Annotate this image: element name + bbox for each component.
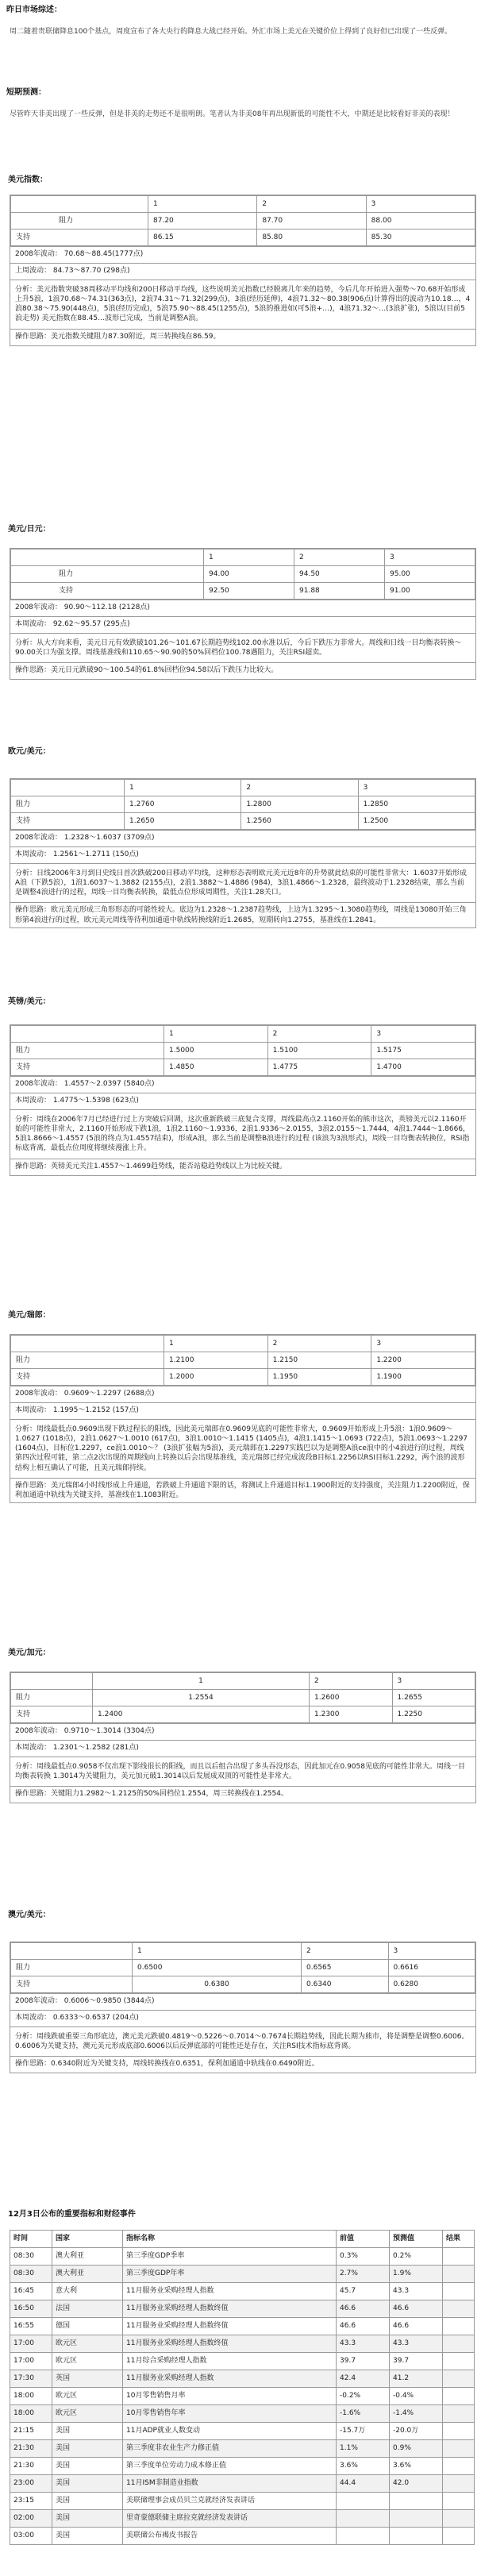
support-value: 1.2400 bbox=[93, 1706, 310, 1723]
resistance-label: 阻力 bbox=[11, 566, 204, 583]
support-value: 0.6380 bbox=[133, 1976, 302, 1993]
range-2008: 2008年波动： 1.4557～2.0397 (5840点) bbox=[10, 1076, 475, 1093]
cell-indicator: 第三季度非农业生产力修正值 bbox=[123, 2440, 337, 2458]
cell-country: 英国 bbox=[52, 2370, 123, 2388]
cell-forecast: 43.3 bbox=[390, 2283, 443, 2300]
cell-time: 17:00 bbox=[10, 2335, 52, 2353]
usd-cad-title: 美元/加元： bbox=[8, 1649, 51, 1657]
calendar-row bbox=[10, 2353, 475, 2370]
level-2: 2 bbox=[294, 550, 385, 566]
cell-time: 21:30 bbox=[10, 2458, 52, 2475]
header-country: 国家 bbox=[52, 2231, 123, 2248]
level-1: 1 bbox=[164, 1336, 268, 1352]
resistance-value: 1.2200 bbox=[371, 1352, 475, 1369]
level-1: 1 bbox=[125, 780, 241, 796]
calendar-row bbox=[10, 2493, 475, 2510]
support-value: 91.88 bbox=[294, 583, 385, 600]
usd-cad-levels-table bbox=[10, 1672, 475, 1723]
calendar-row bbox=[10, 2248, 475, 2266]
calendar-row bbox=[10, 2370, 475, 2388]
support-value: 1.4850 bbox=[164, 1059, 268, 1076]
cell-previous: 3.6% bbox=[337, 2458, 390, 2475]
cell-forecast bbox=[390, 2493, 443, 2510]
header-forecast: 预测值 bbox=[390, 2231, 443, 2248]
cell-result bbox=[443, 2405, 475, 2423]
last-week-range: 本周波动： 0.6333～0.6537 (204点) bbox=[10, 2010, 475, 2026]
usd-chf-levels-table bbox=[10, 1335, 475, 1386]
cell-indicator: 11月综合采购经理人指数 bbox=[123, 2353, 337, 2370]
calendar-row bbox=[10, 2405, 475, 2423]
header-time: 时间 bbox=[10, 2231, 52, 2248]
support-value: 85.30 bbox=[366, 229, 475, 246]
level-3: 3 bbox=[392, 1673, 475, 1690]
last-week-range: 本周波动： 92.62～95.57 (295点) bbox=[10, 616, 475, 633]
resistance-value: 1.2850 bbox=[358, 796, 475, 813]
support-value: 1.4775 bbox=[267, 1059, 371, 1076]
level-3: 3 bbox=[371, 1026, 475, 1043]
cell-indicator: 11月服务业采购经理人指数终值 bbox=[123, 2300, 337, 2318]
forecast-text: 尽管昨天非美出现了一些反弹，但是非美的走势还不是很明朗。笔者认为非美08年再出现新低的可能性不大，中期还是比较看好非美的表现！ bbox=[10, 110, 455, 118]
cell-forecast: -20.0万 bbox=[390, 2423, 443, 2440]
cell-result bbox=[443, 2335, 475, 2353]
support-value: 1.1950 bbox=[267, 1369, 371, 1386]
cell-forecast: 0.9% bbox=[390, 2440, 443, 2458]
cell-result bbox=[443, 2283, 475, 2300]
support-value: 91.00 bbox=[385, 583, 475, 600]
last-week-range: 本周波动： 1.4775～1.5398 (623点) bbox=[10, 1093, 475, 1109]
cell-time: 02:00 bbox=[10, 2510, 52, 2528]
aud-usd-panel bbox=[10, 1942, 476, 2073]
calendar-row bbox=[10, 2475, 475, 2493]
cell-country: 澳大利亚 bbox=[52, 2248, 123, 2266]
calendar-table bbox=[10, 2230, 475, 2545]
cell-forecast: 43.3 bbox=[390, 2335, 443, 2353]
cell-previous: 1.1% bbox=[337, 2440, 390, 2458]
support-label: 支持 bbox=[11, 1706, 93, 1723]
level-2: 2 bbox=[267, 1336, 371, 1352]
cell-indicator: 10月零售销售年率 bbox=[123, 2405, 337, 2423]
calendar-row bbox=[10, 2528, 475, 2545]
cell-time: 17:00 bbox=[10, 2353, 52, 2370]
cell-result bbox=[443, 2300, 475, 2318]
level-2: 2 bbox=[302, 1943, 389, 1960]
usd-jpy-title: 美元/日元： bbox=[8, 525, 51, 534]
calendar-row bbox=[10, 2458, 475, 2475]
range-2008: 2008年波动： 0.9710～1.3014 (3304点) bbox=[10, 1723, 475, 1740]
cell-time: 03:00 bbox=[10, 2528, 52, 2545]
resistance-value: 1.2600 bbox=[310, 1690, 393, 1706]
gbp-usd-panel bbox=[10, 1024, 476, 1176]
resistance-label: 阻力 bbox=[11, 1043, 164, 1059]
cell-previous: 44.4 bbox=[337, 2475, 390, 2493]
level-3: 3 bbox=[385, 550, 475, 566]
support-value: 86.15 bbox=[148, 229, 257, 246]
level-3: 3 bbox=[371, 1336, 475, 1352]
support-value: 1.2560 bbox=[241, 813, 358, 830]
calendar-row bbox=[10, 2318, 475, 2335]
resistance-value: 95.00 bbox=[385, 566, 475, 583]
operation-text: 操作思路：关键阻力1.2982～1.2125的50%回档位1.2554，周三转换线在1.2554。 bbox=[10, 1786, 475, 1803]
cell-previous: 46.6 bbox=[337, 2300, 390, 2318]
cell-previous bbox=[337, 2493, 390, 2510]
resistance-label: 阻力 bbox=[11, 796, 125, 813]
cell-previous bbox=[337, 2528, 390, 2545]
usd-cad-panel bbox=[10, 1672, 476, 1803]
usd-index-levels-table bbox=[10, 195, 475, 246]
resistance-value: 87.20 bbox=[148, 213, 257, 229]
level-2: 2 bbox=[257, 196, 366, 213]
cell-forecast: -0.4% bbox=[390, 2388, 443, 2405]
resistance-value: 88.00 bbox=[366, 213, 475, 229]
usd-jpy-levels-table bbox=[10, 549, 475, 600]
range-2008: 2008年波动： 70.68～88.45(1777点) bbox=[10, 246, 475, 263]
resistance-value: 1.2800 bbox=[241, 796, 358, 813]
level-2: 2 bbox=[241, 780, 358, 796]
cell-country: 欧元区 bbox=[52, 2335, 123, 2353]
cell-time: 18:00 bbox=[10, 2405, 52, 2423]
operation-text: 操作思路：美元日元跌破90～100.54的61.8%回档位94.58以后下跌压力比较大。 bbox=[10, 662, 475, 679]
usd-chf-panel bbox=[10, 1334, 476, 1503]
cell-result bbox=[443, 2493, 475, 2510]
forecast-title: 短期预测： bbox=[6, 88, 46, 97]
support-label: 支持 bbox=[11, 1976, 133, 1993]
cell-time: 21:30 bbox=[10, 2440, 52, 2458]
support-value: 1.2650 bbox=[125, 813, 241, 830]
cell-result bbox=[443, 2458, 475, 2475]
cell-forecast bbox=[390, 2510, 443, 2528]
cell-country: 美国 bbox=[52, 2423, 123, 2440]
resistance-value: 1.5000 bbox=[164, 1043, 268, 1059]
cell-forecast: 46.6 bbox=[390, 2318, 443, 2335]
cell-forecast: 46.6 bbox=[390, 2300, 443, 2318]
support-label: 支持 bbox=[11, 813, 125, 830]
cell-indicator: 第三季度GDP年率 bbox=[123, 2266, 337, 2283]
support-value: 92.50 bbox=[204, 583, 294, 600]
cell-time: 21:15 bbox=[10, 2423, 52, 2440]
eur-usd-panel bbox=[10, 778, 476, 928]
analysis-text: 分析：周线最低点0.9609出现下跌过程长的阳线，因此美元瑞郎在0.9609见底的可能性非常大，0.9609开始形成上升5浪：1浪0.9609～1.0627 (1018点)，2浪1.0627～1.0010 (617点)，3浪1.0010～1.1415 (1405点)，4浪1.1415～1.0693 (722点)，5浪1.0693～1.2297 (1604点)，目标位1.2297，ce浪1.0010～？ (3浪扩张幅为5浪)，美元瑞郎在1.2297实践巴以为是调整A浪ce浪中的小4浪进行的过程，周线第四次过程可能，第二点2次出现的周期线向上转换以后会出现基准线，美元瑞郎已经完成波段B目标1.2256以RSI目标1.2292，两个浪的波形结构上相互确认了可能，且美元瑞郎持续。 bbox=[10, 1419, 475, 1478]
cell-indicator: 美联储理事会成员贝兰克就经济发表讲话 bbox=[123, 2493, 337, 2510]
range-2008: 2008年波动： 1.2328～1.6037 (3709点) bbox=[10, 830, 475, 846]
cell-time: 08:30 bbox=[10, 2266, 52, 2283]
eur-usd-levels-table bbox=[10, 779, 475, 830]
cell-country: 美国 bbox=[52, 2458, 123, 2475]
cell-result bbox=[443, 2370, 475, 2388]
cell-country: 美国 bbox=[52, 2475, 123, 2493]
cell-indicator: 10月零售销售月率 bbox=[123, 2388, 337, 2405]
range-2008: 2008年波动： 0.6006～0.9850 (3844点) bbox=[10, 1993, 475, 2010]
cell-result bbox=[443, 2510, 475, 2528]
cell-forecast: 39.7 bbox=[390, 2353, 443, 2370]
calendar-row bbox=[10, 2388, 475, 2405]
cell-forecast: -1.4% bbox=[390, 2405, 443, 2423]
header-result: 结果 bbox=[443, 2231, 475, 2248]
cell-forecast: 3.6% bbox=[390, 2458, 443, 2475]
calendar-row bbox=[10, 2266, 475, 2283]
cell-country: 意大利 bbox=[52, 2283, 123, 2300]
cell-result bbox=[443, 2528, 475, 2545]
cell-indicator: 11月服务业采购经理人指数终值 bbox=[123, 2318, 337, 2335]
calendar-row bbox=[10, 2300, 475, 2318]
header-indicator: 指标名称 bbox=[123, 2231, 337, 2248]
cell-country: 美国 bbox=[52, 2493, 123, 2510]
support-label: 支持 bbox=[11, 583, 204, 600]
resistance-value: 94.50 bbox=[294, 566, 385, 583]
support-value: 1.2000 bbox=[164, 1369, 268, 1386]
cell-indicator: 11月服务业采购经理人指数 bbox=[123, 2370, 337, 2388]
calendar-row bbox=[10, 2510, 475, 2528]
support-value: 1.2500 bbox=[358, 813, 475, 830]
analysis-text: 分析：周线最低点0.9058不仅出现下影线很长的阳线，而且以后组合出现了多头吞没形态，因此加元在0.9058见底的可能性非常大。周线一目均衡表转换 1.3014为关键阻力，美元加元破1.3014以后发展成双顶的可能性是非常大。 bbox=[10, 1757, 475, 1786]
cell-country: 美国 bbox=[52, 2528, 123, 2545]
cell-country: 美国 bbox=[52, 2440, 123, 2458]
support-value: 1.2300 bbox=[310, 1706, 393, 1723]
last-week-range: 本周波动： 1.2301～1.2582 (281点) bbox=[10, 1740, 475, 1757]
calendar-row bbox=[10, 2440, 475, 2458]
gbp-usd-levels-table bbox=[10, 1025, 475, 1076]
resistance-value: 94.00 bbox=[204, 566, 294, 583]
level-1: 1 bbox=[148, 196, 257, 213]
cell-country: 澳大利亚 bbox=[52, 2266, 123, 2283]
cell-indicator: 美联储公布褐皮书报告 bbox=[123, 2528, 337, 2545]
cell-country: 欧元区 bbox=[52, 2388, 123, 2405]
analysis-text: 分析：美元指数突破38周移动平均线和200日移动平均线，这些说明美元指数已经脱离几年来的趋势，今后几年开始进入强势～70.68开始形成上升5浪，1浪70.68～74.31(363点)，2浪74.31～71.32(299点)，3浪(经历延伸)，4浪71.32～80.38(906点)计算得出的波动为10.18…，4浪80.38～75.90(448点)，5浪(经历完成)，5浪75.90～88.45(1255点)，5浪的推进如(可5浪+…)，4浪71.32～…(3浪扩张)，5浪以(目前5浪走势) 美元指数在88.45…波形已完成，当前是调整A浪。 bbox=[10, 280, 475, 329]
calendar-title: 12月3日公布的重要指标和财经事件 bbox=[8, 2210, 136, 2219]
operation-text: 操作思路：英镑美元关注1.4557～1.4699趋势线，能否站稳趋势线以上为比较关键。 bbox=[10, 1159, 475, 1175]
cell-country: 德国 bbox=[52, 2318, 123, 2335]
cell-result bbox=[443, 2248, 475, 2266]
usd-index-panel bbox=[10, 195, 476, 346]
usd-chf-title: 美元/瑞郎： bbox=[8, 1311, 51, 1320]
support-value: 85.80 bbox=[257, 229, 366, 246]
resistance-value: 1.2760 bbox=[125, 796, 241, 813]
level-1: 1 bbox=[164, 1026, 268, 1043]
analysis-text: 分析：日线2006年3月到日史线日首次跌破200日移动平均线，这种形态表明欧元美元近8年的升势就此结束的可能性非常大：1.6037开始形成A浪（下跌5浪），1浪1.6037～1.3882 (2155点)，2浪1.3882～1.4886 (984)，3浪1.4866～1.2328，最终波动于1.2328结束，那么当前是调整4浪进行的过程，周线一目均衡表转换，最低点位形成周期性，关注1.28关口。 bbox=[10, 863, 475, 902]
cell-indicator: 11月服务业采购经理人指数 bbox=[123, 2283, 337, 2300]
analysis-text: 分析：周线跌破重要三角形底边，澳元美元跌破0.4819～0.5226～0.7014～0.7674长期趋势线，因此长期为熊市，将是调整是调整0.6006。0.6006为关键支持，澳元美元形成底部0.6006以后反弹底部的可能性还是存在，关注RSI技术指标底背离。 bbox=[10, 2026, 475, 2056]
aud-usd-title: 澳元/美元： bbox=[8, 1911, 51, 1919]
cell-indicator: 11月服务业采购经理人指数终值 bbox=[123, 2335, 337, 2353]
level-3: 3 bbox=[358, 780, 475, 796]
analysis-text: 分析：从大方向来看，美元日元有效跌破101.26～101.67长期趋势线102.00水准以后，今后下跌压力非常大。周线和日线一目均衡表转换～90.00关口为强支撑。周线基准线和110.65～90.90的50%回档位100.78遇阻力，关注RSI超卖。 bbox=[10, 633, 475, 662]
resistance-value: 1.5175 bbox=[371, 1043, 475, 1059]
cell-result bbox=[443, 2440, 475, 2458]
resistance-value: 87.70 bbox=[257, 213, 366, 229]
support-label: 支持 bbox=[11, 1059, 164, 1076]
cell-indicator: 里奇蒙德联储主席拉克就经济发表讲话 bbox=[123, 2510, 337, 2528]
cell-forecast: 0.2% bbox=[390, 2248, 443, 2266]
calendar-header-row bbox=[10, 2231, 475, 2248]
cell-time: 16:45 bbox=[10, 2283, 52, 2300]
level-1: 1 bbox=[204, 550, 294, 566]
cell-forecast bbox=[390, 2528, 443, 2545]
support-label: 支持 bbox=[11, 1369, 164, 1386]
resistance-label: 阻力 bbox=[11, 1690, 93, 1706]
resistance-value: 1.2150 bbox=[267, 1352, 371, 1369]
cell-indicator: 11月ADP就业人数变动 bbox=[123, 2423, 337, 2440]
cell-previous bbox=[337, 2510, 390, 2528]
cell-previous: -0.2% bbox=[337, 2388, 390, 2405]
support-value: 1.4700 bbox=[371, 1059, 475, 1076]
operation-text: 操作思路：欧元美元形成三角形形态的可能性较大。底边为1.2328～1.2387趋势线，上边为1.3295～1.3080趋势线，周线是13080开始三角形第4浪进行的过程，欧元美元周线等待利加通道中轨线转换线附近1.2685，短期转向1.2755，基准线在1.2841。 bbox=[10, 902, 475, 927]
support-value: 0.6340 bbox=[302, 1976, 389, 1993]
last-week-range: 上周波动： 84.73～87.70 (298点) bbox=[10, 263, 475, 280]
operation-text: 操作思路：0.6340附近为关键支持，周线转换线在0.6351，保利加通道中轨线在0.6490附近。 bbox=[10, 2056, 475, 2073]
operation-text: 操作思路：美元指数关键阻力87.30附近，周三转换线在86.59。 bbox=[10, 329, 475, 345]
cell-previous: 39.7 bbox=[337, 2353, 390, 2370]
level-3: 3 bbox=[388, 1943, 475, 1960]
resistance-value: 1.5100 bbox=[267, 1043, 371, 1059]
resistance-label: 阻力 bbox=[11, 213, 148, 229]
cell-previous: 43.3 bbox=[337, 2335, 390, 2353]
cell-country: 欧元区 bbox=[52, 2353, 123, 2370]
cell-country: 法国 bbox=[52, 2300, 123, 2318]
level-2: 2 bbox=[267, 1026, 371, 1043]
level-1: 1 bbox=[133, 1943, 302, 1960]
cell-time: 16:55 bbox=[10, 2318, 52, 2335]
cell-forecast: 42.0 bbox=[390, 2475, 443, 2493]
cell-previous: 2.7% bbox=[337, 2266, 390, 2283]
cell-country: 欧元区 bbox=[52, 2405, 123, 2423]
calendar-row bbox=[10, 2335, 475, 2353]
resistance-value: 1.2100 bbox=[164, 1352, 268, 1369]
cell-result bbox=[443, 2266, 475, 2283]
usd-jpy-panel bbox=[10, 548, 476, 680]
resistance-value: 0.6500 bbox=[133, 1960, 302, 1976]
cell-time: 17:30 bbox=[10, 2370, 52, 2388]
cell-result bbox=[443, 2423, 475, 2440]
intro-text: 周二随着贵联储降息100个基点，周度宣布了各大央行的降息大战已经开始。外汇市场上美元在关键价位上得到了良好但已出现了一些反弹。 bbox=[10, 27, 452, 36]
cell-previous: -15.7万 bbox=[337, 2423, 390, 2440]
resistance-value: 1.2554 bbox=[93, 1690, 310, 1706]
calendar-row bbox=[10, 2283, 475, 2300]
support-value: 1.2250 bbox=[392, 1706, 475, 1723]
cell-previous: 45.7 bbox=[337, 2283, 390, 2300]
resistance-value: 0.6565 bbox=[302, 1960, 389, 1976]
header-previous: 前值 bbox=[337, 2231, 390, 2248]
support-value: 1.1900 bbox=[371, 1369, 475, 1386]
cell-time: 23:00 bbox=[10, 2475, 52, 2493]
analysis-text: 分析：周线在2006年7月已经进行过上方突破后回调，这次重新跌破三底复合支撑，周线最高点2.1160开始的熊市这次，英镑美元以2.1160开始的可能性非常大，2.1160开始形成下跌1浪，1浪2.1160～1.9336，2浪1.9336～2.0155，3浪2.0155～1.7444，4浪1.7444～1.8666，5浪1.8666～1.4557 (5浪的终点为1.4557结束)，形成A浪，那么当前是调整B浪进行的过程 (该浪为3浪形式)，周线一目均衡表转换位，RSI指标底背离，最低点位周度将继续漫涨上升。 bbox=[10, 1109, 475, 1159]
cell-result bbox=[443, 2388, 475, 2405]
range-2008: 2008年波动： 0.9609～1.2297 (2688点) bbox=[10, 1386, 475, 1402]
intro-title: 昨日市场综述： bbox=[6, 6, 62, 14]
resistance-label: 阻力 bbox=[11, 1960, 133, 1976]
cell-result bbox=[443, 2318, 475, 2335]
gbp-usd-title: 英镑/美元： bbox=[8, 997, 51, 1006]
cell-forecast: 1.9% bbox=[390, 2266, 443, 2283]
operation-text: 操作思路：美元瑞郎4小时线形成上升通道，若跌破上升通道下限的话，将测试上升通道目标1.1900附近的支持强度，关注阻力1.2200附近，保利加通道中轨线为关键支持，基准线在1.1083附近。 bbox=[10, 1478, 475, 1502]
level-3: 3 bbox=[366, 196, 475, 213]
usd-index-title: 美元指数： bbox=[8, 175, 48, 184]
cell-country: 美国 bbox=[52, 2510, 123, 2528]
cell-previous: 46.6 bbox=[337, 2318, 390, 2335]
resistance-value: 1.2655 bbox=[392, 1690, 475, 1706]
support-label: 支持 bbox=[11, 229, 148, 246]
cell-result bbox=[443, 2353, 475, 2370]
cell-time: 18:00 bbox=[10, 2388, 52, 2405]
cell-previous: 42.4 bbox=[337, 2370, 390, 2388]
last-week-range: 本周波动： 1.2561～1.2711 (150点) bbox=[10, 846, 475, 863]
last-week-range: 本周波动： 1.1995～1.2152 (157点) bbox=[10, 1402, 475, 1419]
cell-forecast: 41.2 bbox=[390, 2370, 443, 2388]
cell-time: 23:15 bbox=[10, 2493, 52, 2510]
cell-indicator: 第三季度单位劳动力成本修正值 bbox=[123, 2458, 337, 2475]
cell-previous: 0.3% bbox=[337, 2248, 390, 2266]
cell-indicator: 11月ISM非制造业指数 bbox=[123, 2475, 337, 2493]
range-2008: 2008年波动： 90.90～112.18 (2128点) bbox=[10, 600, 475, 616]
level-1: 1 bbox=[93, 1673, 310, 1690]
support-value: 0.6280 bbox=[388, 1976, 475, 1993]
cell-result bbox=[443, 2475, 475, 2493]
resistance-value: 0.6616 bbox=[388, 1960, 475, 1976]
cell-previous: -1.6% bbox=[337, 2405, 390, 2423]
level-2: 2 bbox=[310, 1673, 393, 1690]
cell-time: 16:50 bbox=[10, 2300, 52, 2318]
cell-indicator: 第三季度GDP季率 bbox=[123, 2248, 337, 2266]
eur-usd-title: 欧元/美元： bbox=[8, 747, 51, 756]
cell-time: 08:30 bbox=[10, 2248, 52, 2266]
aud-usd-levels-table bbox=[10, 1942, 475, 1993]
resistance-label: 阻力 bbox=[11, 1352, 164, 1369]
calendar-row bbox=[10, 2423, 475, 2440]
